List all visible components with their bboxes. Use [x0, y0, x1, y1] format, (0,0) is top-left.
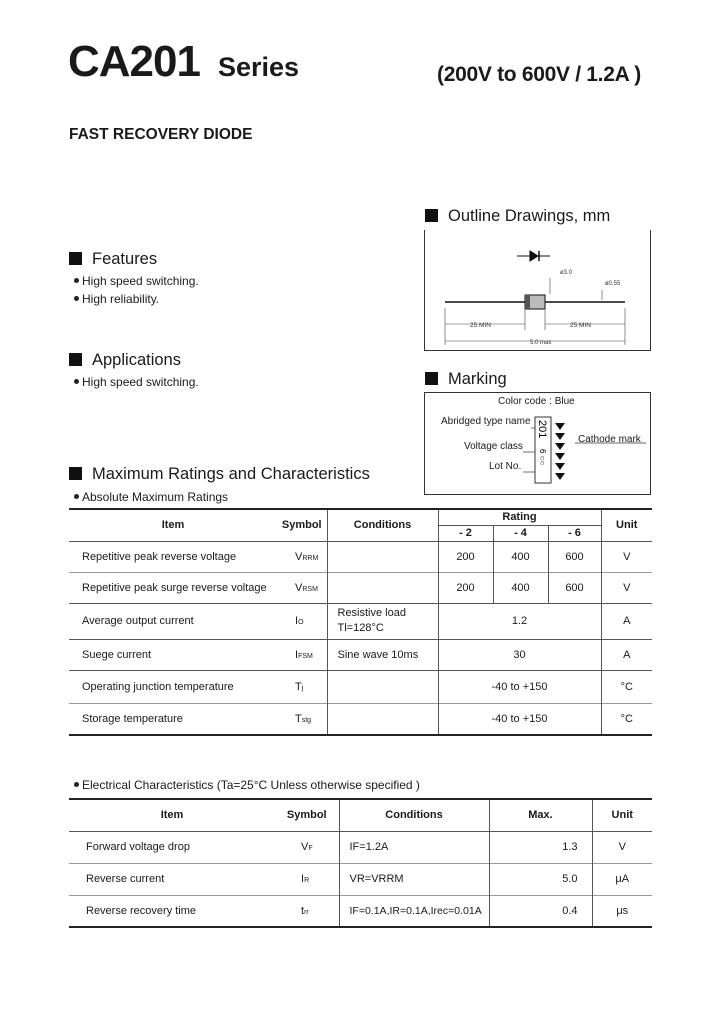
device-type: FAST RECOVERY DIODE — [69, 126, 253, 143]
feature-item: High reliability. — [74, 291, 159, 307]
dot-bullet-icon — [74, 278, 79, 283]
col-unit: Unit — [616, 519, 638, 532]
lead-dia: ø0.55 — [605, 281, 621, 287]
col-rating-2: - 2 — [438, 525, 493, 541]
col-rating-6: - 6 — [548, 525, 601, 541]
elec-table — [69, 798, 652, 928]
dot-bullet-icon — [74, 296, 79, 301]
marking-box — [424, 392, 651, 495]
model-title: CA201 — [68, 37, 200, 86]
table-row: Average output current IO Resistive load Tl=128°C 1.2 A — [69, 603, 652, 639]
body-dia: ø3.0 — [560, 270, 573, 276]
square-bullet-icon — [69, 353, 82, 366]
cathode-band — [525, 295, 530, 309]
outline-heading: Outline Drawings, mm — [425, 206, 610, 226]
square-bullet-icon — [425, 372, 438, 385]
series-label: Series — [218, 52, 300, 82]
col-symbol: Symbol — [275, 799, 339, 831]
dot-bullet-icon — [74, 379, 79, 384]
abs-max-heading: Absolute Maximum Ratings — [74, 489, 228, 505]
total-dim: 5.0 max — [530, 340, 552, 346]
voltage-label: Voltage class — [464, 441, 523, 452]
table-row: Repetitive peak reverse voltage VRRM 200 400 600 V — [69, 541, 652, 572]
lead-left-dim: 25 MIN — [470, 322, 491, 329]
features-heading: Features — [69, 249, 157, 269]
lead-right-dim: 25 MIN — [570, 322, 591, 329]
table-row: Repetitive peak surge reverse voltage VRSM 200 400 600 V — [69, 572, 652, 603]
cathode-mark-icon — [555, 423, 565, 480]
application-item: High speed switching. — [74, 374, 199, 390]
col-conditions: Conditions — [339, 799, 489, 831]
square-bullet-icon — [425, 209, 438, 222]
table-row: Suege current IFSM Sine wave 10ms 30 A — [69, 639, 652, 670]
col-conditions: Conditions — [327, 509, 438, 541]
diode-symbol-icon — [517, 251, 550, 261]
rating-range: (200V to 600V / 1.2A ) — [437, 63, 641, 86]
dot-bullet-icon — [74, 494, 79, 499]
abridged-label: Abridged type name — [441, 416, 531, 427]
table-row: Forward voltage drop VF IF=1.2A 1.3 V — [69, 831, 652, 863]
col-item: Item — [161, 519, 185, 532]
table-row: Reverse current IR VR=VRRM 5.0 μA — [69, 863, 652, 895]
marking-small-text: 6 ○○ — [538, 449, 547, 466]
table-row: Reverse recovery time trr IF=0.1A,IR=0.1A,Irec=0.01A 0.4 μs — [69, 895, 652, 927]
col-max: Max. — [489, 799, 592, 831]
col-unit: Unit — [611, 809, 633, 822]
square-bullet-icon — [69, 252, 82, 265]
cathode-label: Cathode mark — [578, 434, 641, 445]
color-code: Color code : Blue — [498, 396, 575, 407]
col-rating-4: - 4 — [493, 525, 548, 541]
outline-drawing — [425, 230, 650, 350]
marking-text: 201 — [536, 420, 548, 439]
col-symbol: Symbol — [277, 509, 327, 541]
feature-item: High speed switching. — [74, 273, 199, 289]
col-item: Item — [160, 809, 184, 822]
outline-drawing-box — [424, 230, 651, 351]
abs-max-table — [69, 508, 652, 736]
dot-bullet-icon — [74, 782, 79, 787]
ratings-heading: Maximum Ratings and Characteristics — [69, 464, 370, 484]
elec-heading: Electrical Characteristics (Ta=25°C Unless otherwise specified ) — [74, 777, 420, 793]
lot-label: Lot No. — [489, 461, 522, 472]
marking-heading: Marking — [425, 369, 507, 389]
col-rating: Rating — [438, 509, 601, 525]
table-row: Storage temperature Tstg -40 to +150 °C — [69, 703, 652, 735]
table-row: Operating junction temperature Tj -40 to +150 °C — [69, 670, 652, 703]
square-bullet-icon — [69, 467, 82, 480]
applications-heading: Applications — [69, 350, 181, 370]
marking-diagram — [425, 393, 650, 494]
